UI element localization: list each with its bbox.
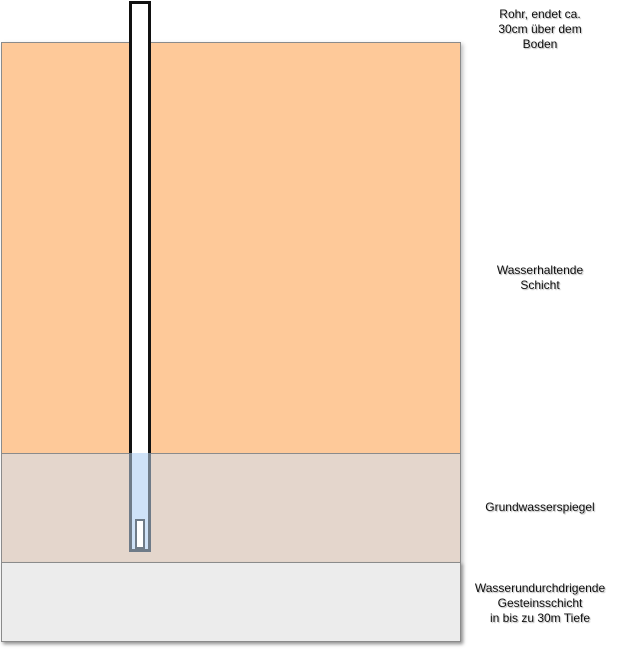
- water-layer-label: Wasserhaltende Schicht: [496, 263, 584, 292]
- groundwater-layer: [1, 453, 461, 563]
- water-bearing-layer: [1, 42, 461, 454]
- pipe-sump: [135, 519, 145, 549]
- pipe-casing: [129, 1, 151, 453]
- rock-layer-label: Wasserundurchdrigende Gesteinsschicht in bis zu 30m Tiefe: [474, 581, 606, 625]
- impermeable-rock-layer: [1, 562, 461, 642]
- pipe-label: Rohr, endet ca. 30cm über dem Boden: [498, 7, 582, 51]
- groundwater-label: Grundwasserspiegel: [485, 500, 595, 514]
